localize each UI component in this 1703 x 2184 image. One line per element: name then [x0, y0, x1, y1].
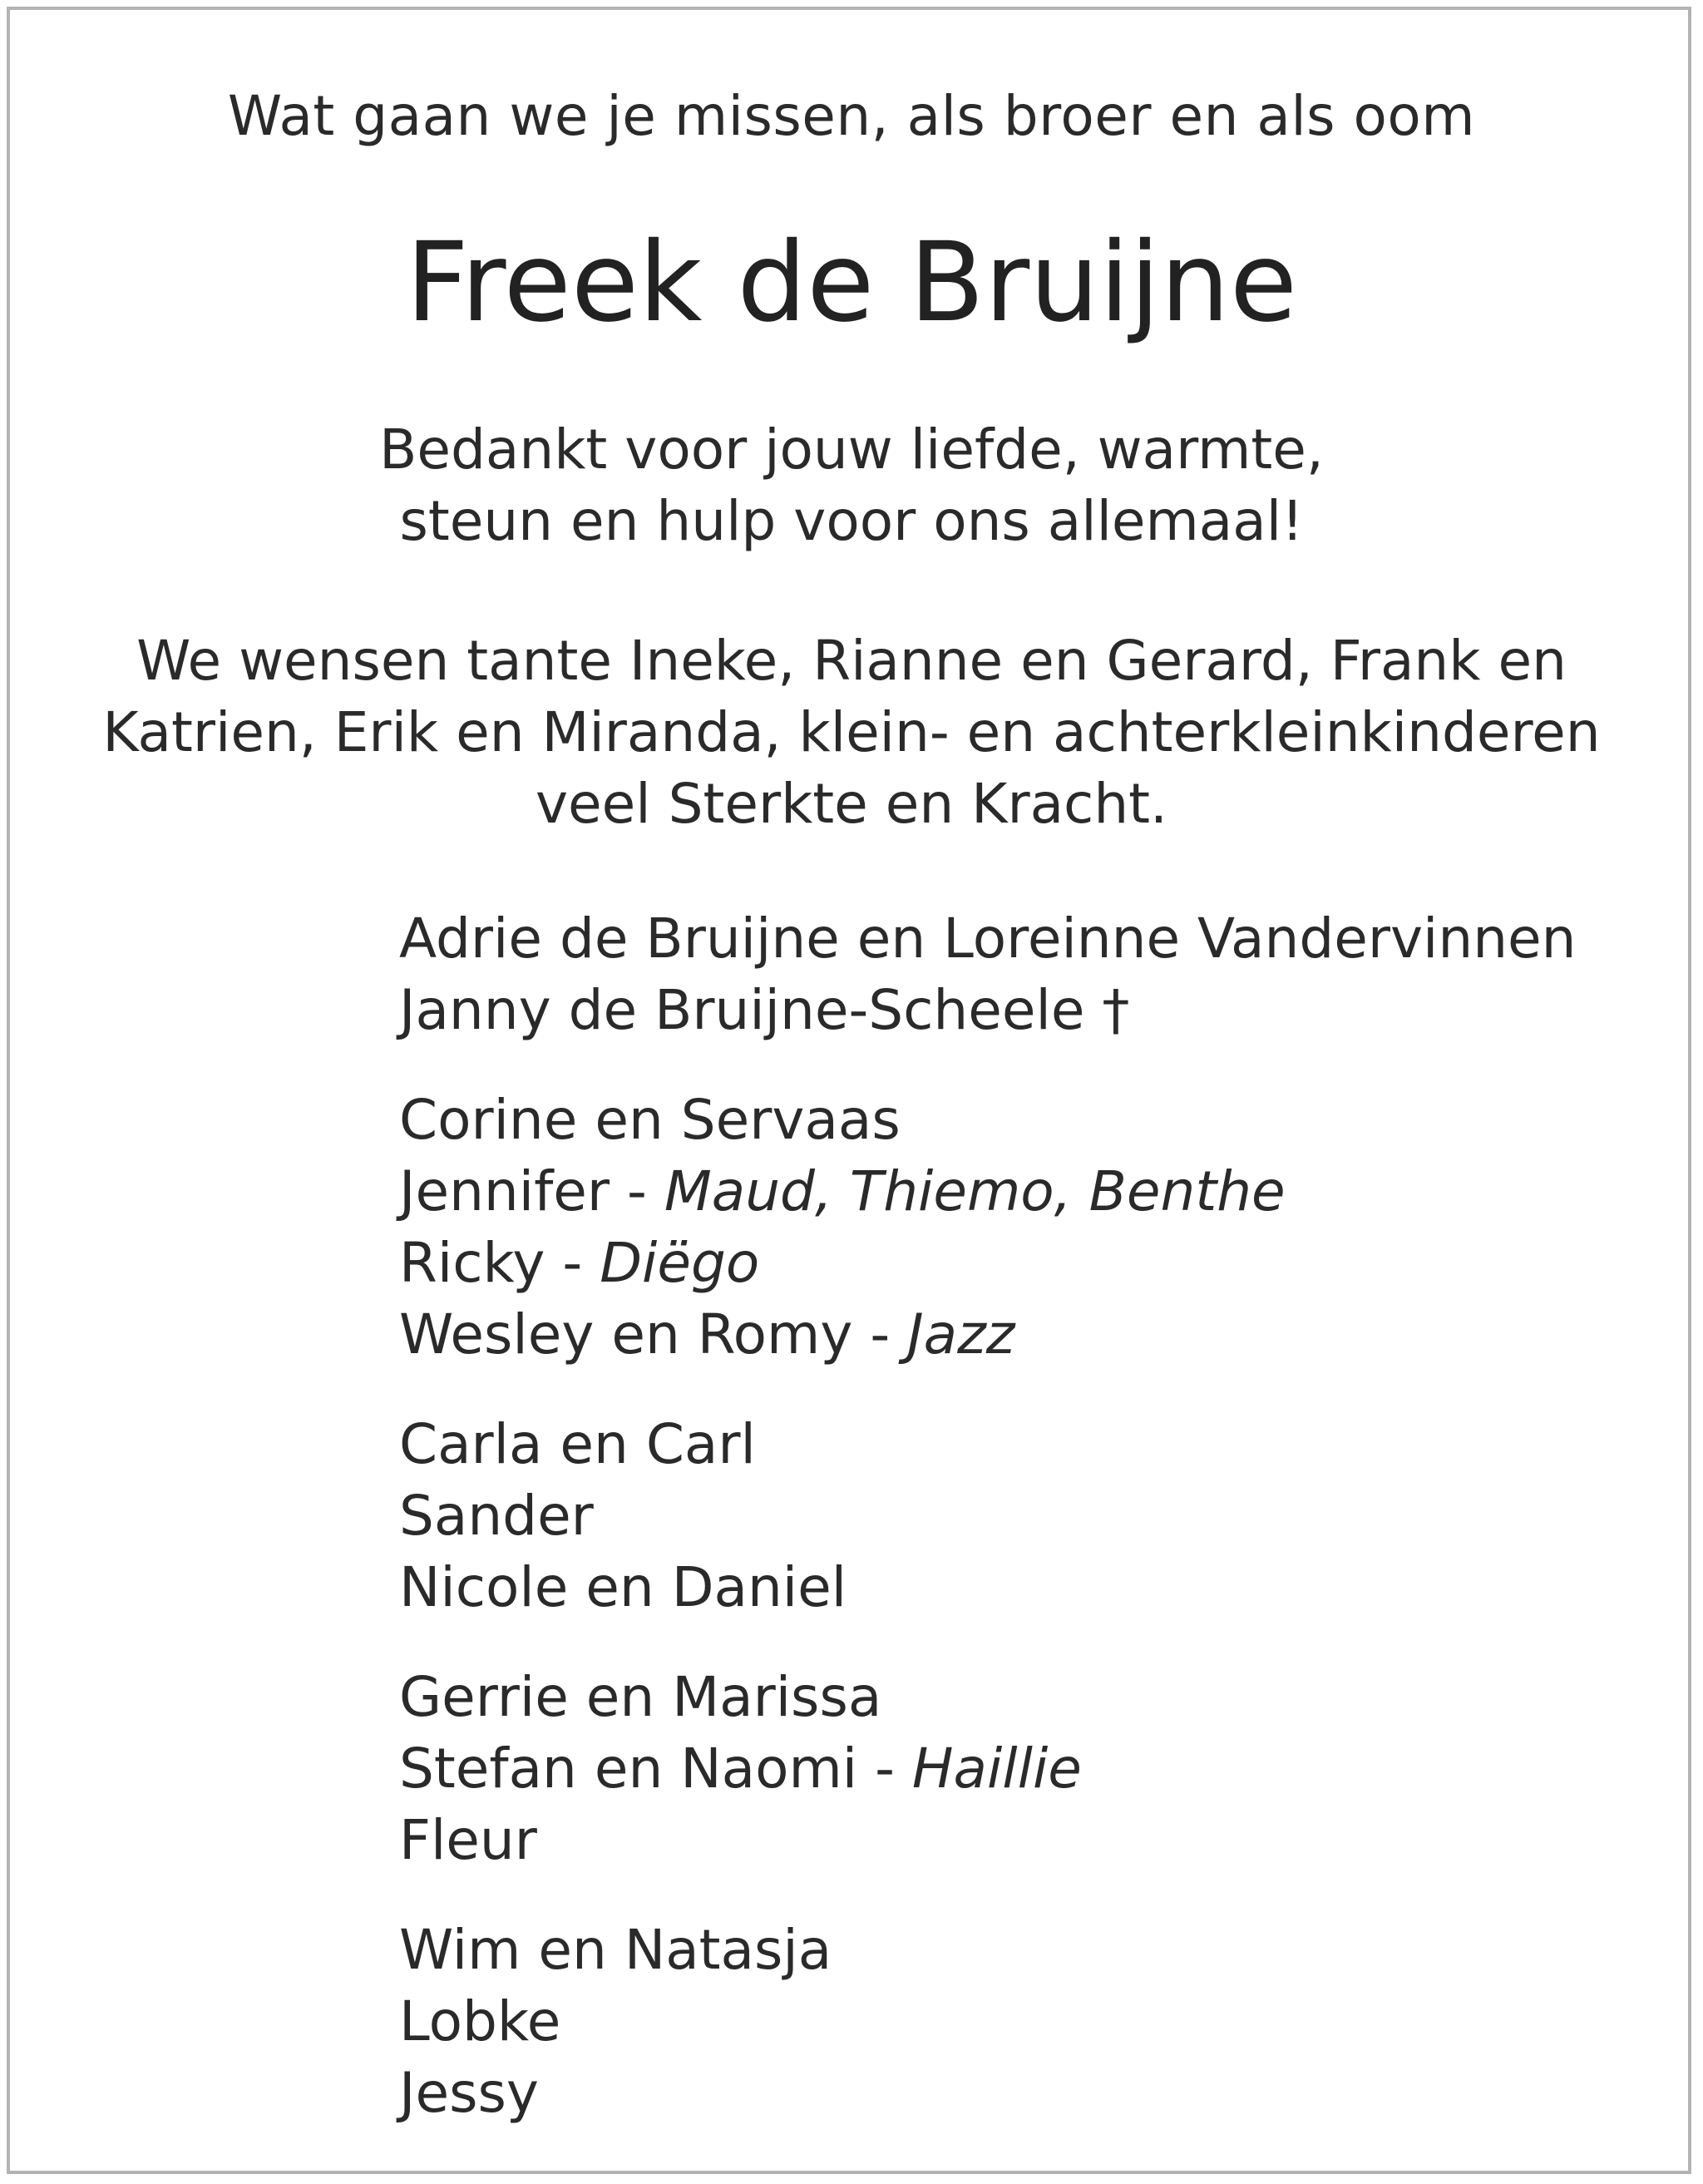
family-name: Corine en Servaas [399, 1088, 901, 1152]
signature-line [399, 1986, 1663, 2058]
signature-group [399, 903, 1663, 1046]
family-name: Wim en Natasja [399, 1918, 832, 1982]
family-name: Ricky - [399, 1231, 600, 1295]
thanks-text [0, 414, 1703, 557]
signature-line [399, 1480, 1663, 1552]
signature-line [399, 1733, 1663, 1805]
family-name: Wesley en Romy - [399, 1302, 908, 1366]
grandchildren-names: Jazz [907, 1302, 1015, 1366]
family-name: Jessy [399, 2061, 539, 2125]
signature-line [399, 1552, 1663, 1623]
wishes-line: Katrien, Erik en Miranda, klein- en achterkleinkinderen [102, 700, 1601, 764]
family-name: Gerrie en Marissa [399, 1665, 882, 1729]
signature-line [399, 975, 1663, 1046]
signature-line [399, 1085, 1663, 1156]
signature-group [399, 1085, 1663, 1371]
thanks-line: steun en hulp voor ons allemaal! [399, 489, 1304, 553]
wishes-text [0, 625, 1703, 840]
family-name: Stefan en Naomi - [399, 1737, 912, 1801]
signature-line [399, 1915, 1663, 1986]
family-name: Janny de Bruijne-Scheele † [399, 978, 1130, 1042]
grandchildren-names: Diëgo [600, 1231, 760, 1295]
signature-line [399, 1156, 1663, 1228]
signature-line [399, 903, 1663, 975]
signature-line [399, 1228, 1663, 1299]
deceased-name: Freek de Bruijne [405, 219, 1298, 347]
signature-line [399, 1409, 1663, 1480]
family-name: Jennifer - [399, 1159, 664, 1223]
wishes-line: veel Sterkte en Kracht. [535, 772, 1168, 836]
family-name: Carla en Carl [399, 1412, 756, 1476]
signatures [399, 903, 1663, 2167]
thanks-line: Bedankt voor jouw liefde, warmte, [379, 418, 1324, 482]
family-name: Sander [399, 1484, 594, 1548]
signature-line [399, 1662, 1663, 1733]
signature-group [399, 1409, 1663, 1623]
signature-line [399, 1299, 1663, 1371]
signature-line [399, 2058, 1663, 2129]
family-name: Nicole en Daniel [399, 1555, 847, 1619]
grandchildren-names: Maud, Thiemo, Benthe [664, 1159, 1286, 1223]
family-name: Fleur [399, 1808, 537, 1872]
grandchildren-names: Haillie [911, 1737, 1082, 1801]
family-name: Lobke [399, 1989, 561, 2053]
wishes-line: We wensen tante Ineke, Rianne en Gerard, Frank en [136, 629, 1567, 693]
family-name: Adrie de Bruijne en Loreinne Vandervinnen [399, 907, 1577, 971]
signature-group [399, 1915, 1663, 2129]
signature-line [399, 1805, 1663, 1876]
signature-group [399, 1662, 1663, 1876]
intro-line: Wat gaan we je missen, als broer en als oom [227, 84, 1476, 148]
